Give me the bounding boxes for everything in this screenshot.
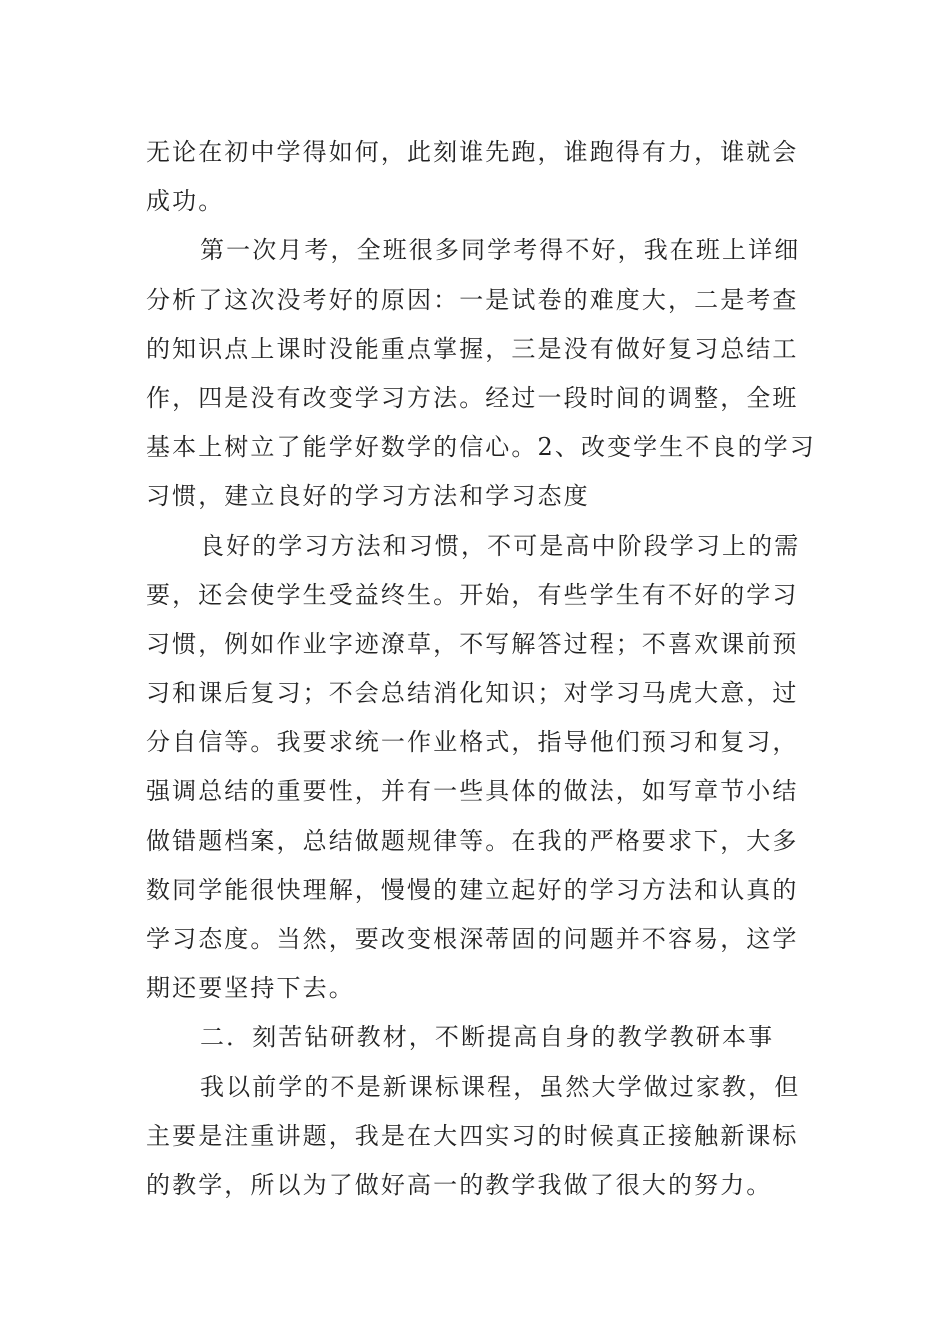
text-line: 习惯，例如作业字迹潦草，不写解答过程；不喜欢课前预 <box>146 629 799 658</box>
text-line: 做错题档案，总结做题规律等。在我的严格要求下，大多 <box>146 826 799 855</box>
text-line: 成功。 <box>146 187 225 216</box>
text-line: 数同学能很快理解，慢慢的建立起好的学习方法和认真的 <box>146 875 799 904</box>
text-line: 期还要坚持下去。 <box>146 974 355 1003</box>
text-line: 的教学，所以为了做好高一的教学我做了很大的努力。 <box>146 1170 773 1199</box>
text-line: 分析了这次没考好的原因：一是试卷的难度大，二是考查 <box>146 285 799 314</box>
text-line: 基本上树立了能学好数学的信心。2、改变学生不良的学习 <box>146 433 816 462</box>
text-line: 学习态度。当然，要改变根深蒂固的问题并不容易，这学 <box>146 925 799 953</box>
text-line: 我以前学的不是新课标课程，虽然大学做过家教，但 <box>200 1072 801 1101</box>
text-line: 习和课后复习；不会总结消化知识；对学习马虎大意，过 <box>146 679 799 708</box>
text-line: 分自信等。我要求统一作业格式，指导他们预习和复习， <box>146 728 799 757</box>
text-line: 第一次月考，全班很多同学考得不好，我在班上详细 <box>200 236 801 265</box>
text-line: 习惯，建立良好的学习方法和学习态度 <box>146 482 590 511</box>
text-line: 无论在初中学得如何，此刻谁先跑，谁跑得有力，谁就会 <box>146 138 799 166</box>
text-line: 强调总结的重要性，并有一些具体的做法，如写章节小结 <box>146 777 799 806</box>
body-text <box>146 128 816 1210</box>
text-line: 二．刻苦钻研教材，不断提高自身的教学教研本事 <box>200 1023 775 1052</box>
text-line: 良好的学习方法和习惯，不可是高中阶段学习上的需 <box>200 531 801 560</box>
text-line: 主要是注重讲题，我是在大四实习的时候真正接触新课标 <box>146 1121 799 1150</box>
text-line: 作，四是没有改变学习方法。经过一段时间的调整，全班 <box>146 383 799 412</box>
text-line: 的知识点上课时没能重点掌握，三是没有做好复习总结工 <box>146 334 799 363</box>
text-line: 要，还会使学生受益终生。开始，有些学生有不好的学习 <box>146 580 799 609</box>
